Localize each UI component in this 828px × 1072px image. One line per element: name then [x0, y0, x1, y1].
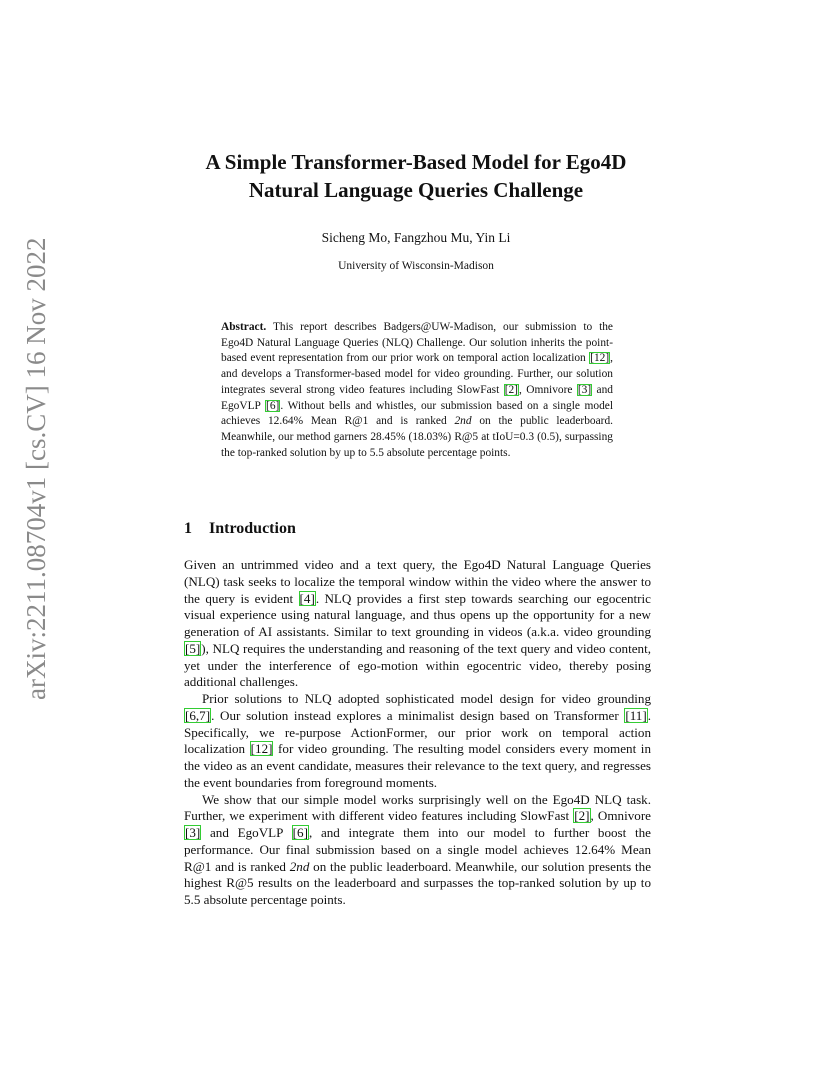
citation-link[interactable]: [6] — [292, 825, 308, 840]
paragraph — [184, 557, 651, 691]
paragraph — [184, 691, 651, 792]
arxiv-identifier: arXiv:2211.08704v1 [cs.CV] 16 Nov 2022 — [21, 237, 51, 700]
paragraph-text: for video grounding. The resulting model considers every moment in the video as an event candidate, measures their relevance to the text query, and regresses the event boundaries from foreground moments. — [184, 741, 651, 790]
citation-link[interactable]: [5] — [185, 640, 201, 656]
citation-link[interactable]: [2] — [504, 383, 518, 396]
citation-link[interactable]: [6,7] — [185, 707, 211, 723]
paragraph-text: , Omnivore — [590, 808, 651, 824]
abstract-text: . Without bells and whistles, our submission based on a single model achieves 12.64% Mean R@1 and is ranked — [221, 399, 614, 428]
abstract-label: Abstract. — [221, 321, 267, 333]
paragraph — [184, 792, 651, 909]
paragraph-text: We show that our simple model works surprisingly well on the Ego4D NLQ task. Further, we experiment with different video features including SlowFast — [184, 791, 651, 824]
citation-link[interactable]: [6] — [266, 399, 280, 412]
paragraph-text: Given an untrimmed video and a text query, the Ego4D Natural Language Queries (NLQ) task seeks to localize the temporal window within the video where the answer to the query is evident — [184, 557, 651, 606]
title-line-2: Natural Language Queries Challenge — [248, 178, 584, 202]
citation-link[interactable]: [12] — [250, 741, 273, 757]
paragraph-text: . Our solution instead explores a minimalist design based on Transformer — [211, 707, 625, 723]
abstract — [221, 320, 613, 461]
section-heading — [184, 520, 296, 538]
section-title: Introduction — [209, 520, 296, 537]
paragraph-text: on the public leaderboard. Meanwhile, our solution presents the highest R@5 results on the leaderboard and surpasses the top-ranked solution by up to 5.5 absolute percentage points. — [184, 858, 652, 907]
citation-link[interactable]: [4] — [299, 590, 315, 606]
citation-link[interactable]: [3] — [185, 825, 201, 840]
abstract-text: , and develops a Transformer-based model for video grounding. Further, our solution integrates several strong video features including SlowFast — [221, 352, 613, 396]
section-number: 1 — [184, 520, 192, 537]
abstract-text: on the public leaderboard. Meanwhile, our method garners 28.45% (18.03%) R@5 at tIoU=0.3 (0.5), surpassing the top-ranked solution by up to 5.5 absolute percentage points. — [221, 415, 613, 459]
paragraph-text: . NLQ provides a first step towards searching our egocentric visual experience using natural language, and thus opens up the opportunity for a new generation of AI assistants. Similar to text grounding in videos (a.k.a. video grounding — [184, 590, 651, 639]
authors: Sicheng Mo, Fangzhou Mu, Yin Li — [321, 230, 511, 245]
citation-link[interactable]: [3] — [577, 383, 592, 396]
introduction-body — [184, 557, 651, 909]
rank-emphasis: 2nd — [289, 858, 310, 874]
title-line-1: A Simple Transformer-Based Model for Ego4D — [205, 150, 627, 174]
paragraph-text: . Specifically, we re-purpose ActionFormer, our prior work on temporal action localization — [184, 707, 651, 757]
paragraph-text: , and integrate them into our model to further boost the performance. Our final submission based on a single model achieves 12.64% Mean R@1 and is ranked — [184, 825, 651, 874]
citation-link[interactable]: [12] — [590, 352, 610, 365]
affiliation: University of Wisconsin-Madison — [338, 260, 494, 272]
abstract-text: , Omnivore — [518, 383, 577, 396]
citation-link[interactable]: [2] — [574, 808, 590, 824]
paragraph-text: Prior solutions to NLQ adopted sophisticated model design for video grounding — [202, 691, 651, 706]
citation-link[interactable]: [11] — [625, 707, 647, 723]
paper-title — [100, 148, 732, 204]
abstract-text: This report describes Badgers@UW-Madison, our submission to the Ego4D Natural Language Queries (NLQ) Challenge. Our solution inherits the point-based event representation from our prior work on temporal action localization — [221, 321, 613, 365]
paragraph-text: and EgoVLP — [201, 825, 292, 840]
paragraph-text: ), NLQ requires the understanding and reasoning of the text query and video content, yet under the interference of ego-motion within egocentric video, thereby posing additional challenges. — [184, 640, 651, 690]
rank-emphasis: 2nd — [454, 415, 472, 428]
abstract-text: and EgoVLP — [221, 383, 613, 412]
